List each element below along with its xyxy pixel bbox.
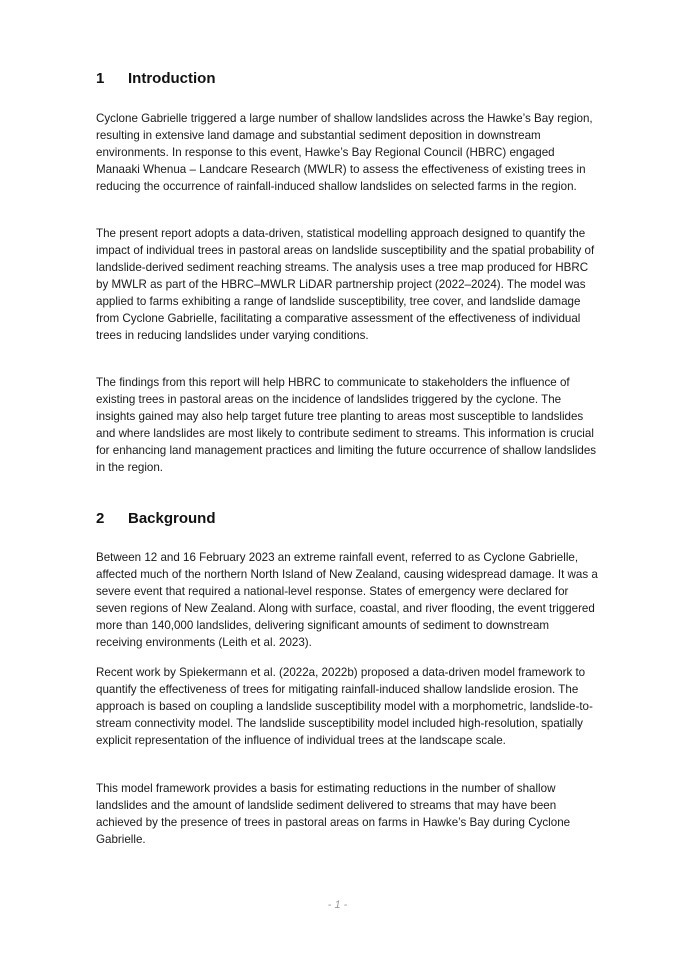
intro-paragraph-2: The present report adopts a data-driven, statistical modelling approach designed to quantify the impact of individual trees in pastoral areas on landslide susceptibility and the spatial probability of landslide-derived sediment reaching streams. The analysis uses a tree map produced for HBRC by MWLR as part of the HBRC–MWLR LiDAR partnership project (2022–2024). The model was applied to farms exhibiting a range of landslide susceptibility, tree cover, and landslide damage from Cyclone Gabrielle, facilitating a comparative assessment of the effectiveness of individual trees in reducing landslides under varying conditions.: [96, 227, 595, 342]
page-number: - 1 -: [327, 899, 348, 911]
background-paragraph-2: Recent work by Spiekermann et al. (2022a, 2022b) proposed a data-driven model framework to quantify the effectiveness of trees for mitigating rainfall-induced shallow landslide erosion. The approach is based on coupling a landslide susceptibility model with a morphometric, landslide-to-stream connectivity model. The landslide susceptibility model included high-resolution, spatially explicit representation of the influence of individual trees at the landscape scale.: [96, 666, 593, 747]
intro-paragraph-1: Cyclone Gabrielle triggered a large number of shallow landslides across the Hawke’s Bay region, resulting in extensive land damage and substantial sediment deposition in downstream environments. In response to this event, Hawke’s Bay Regional Council (HBRC) engaged Manaaki Whenua – Landcare Research (MWLR) to assess the effectiveness of existing trees in reducing the occurrence of rainfall-induced shallow landslides on selected farms in the region.: [96, 112, 593, 193]
section-number: 1: [96, 70, 105, 87]
section-title: Introduction: [128, 70, 216, 87]
background-paragraph-3: This model framework provides a basis for estimating reductions in the number of shallow landslides and the amount of landslide sediment delivered to streams that may have been achieved by the presence of trees in pastoral areas on farms in Hawke’s Bay during Cyclone Gabrielle.: [96, 782, 571, 846]
intro-paragraph-3: The findings from this report will help HBRC to communicate to stakeholders the influence of existing trees in pastoral areas on the incidence of landslides triggered by the cyclone. The insights gained may also help target future tree planting to areas most susceptible to landslides and where landslides are most likely to contribute sediment to streams. This information is crucial for enhancing land management practices and limiting the future occurrence of shallow landslides in the region.: [96, 376, 597, 474]
background-paragraph-1: Between 12 and 16 February 2023 an extreme rainfall event, referred to as Cyclone Gabrielle, affected much of the northern North Island of New Zealand, causing widespread damage. It was a severe event that required a national-level response. States of emergency were declared for seven regions of New Zealand. Along with surface, coastal, and river flooding, the event triggered more than 140,000 landslides, delivering significant amounts of sediment to downstream receiving environments (Leith et al. 2023).: [96, 551, 598, 649]
section-number: 2: [96, 510, 105, 527]
section-heading-introduction: [96, 70, 215, 87]
section-title: Background: [128, 510, 216, 527]
section-heading-background: [96, 510, 216, 527]
